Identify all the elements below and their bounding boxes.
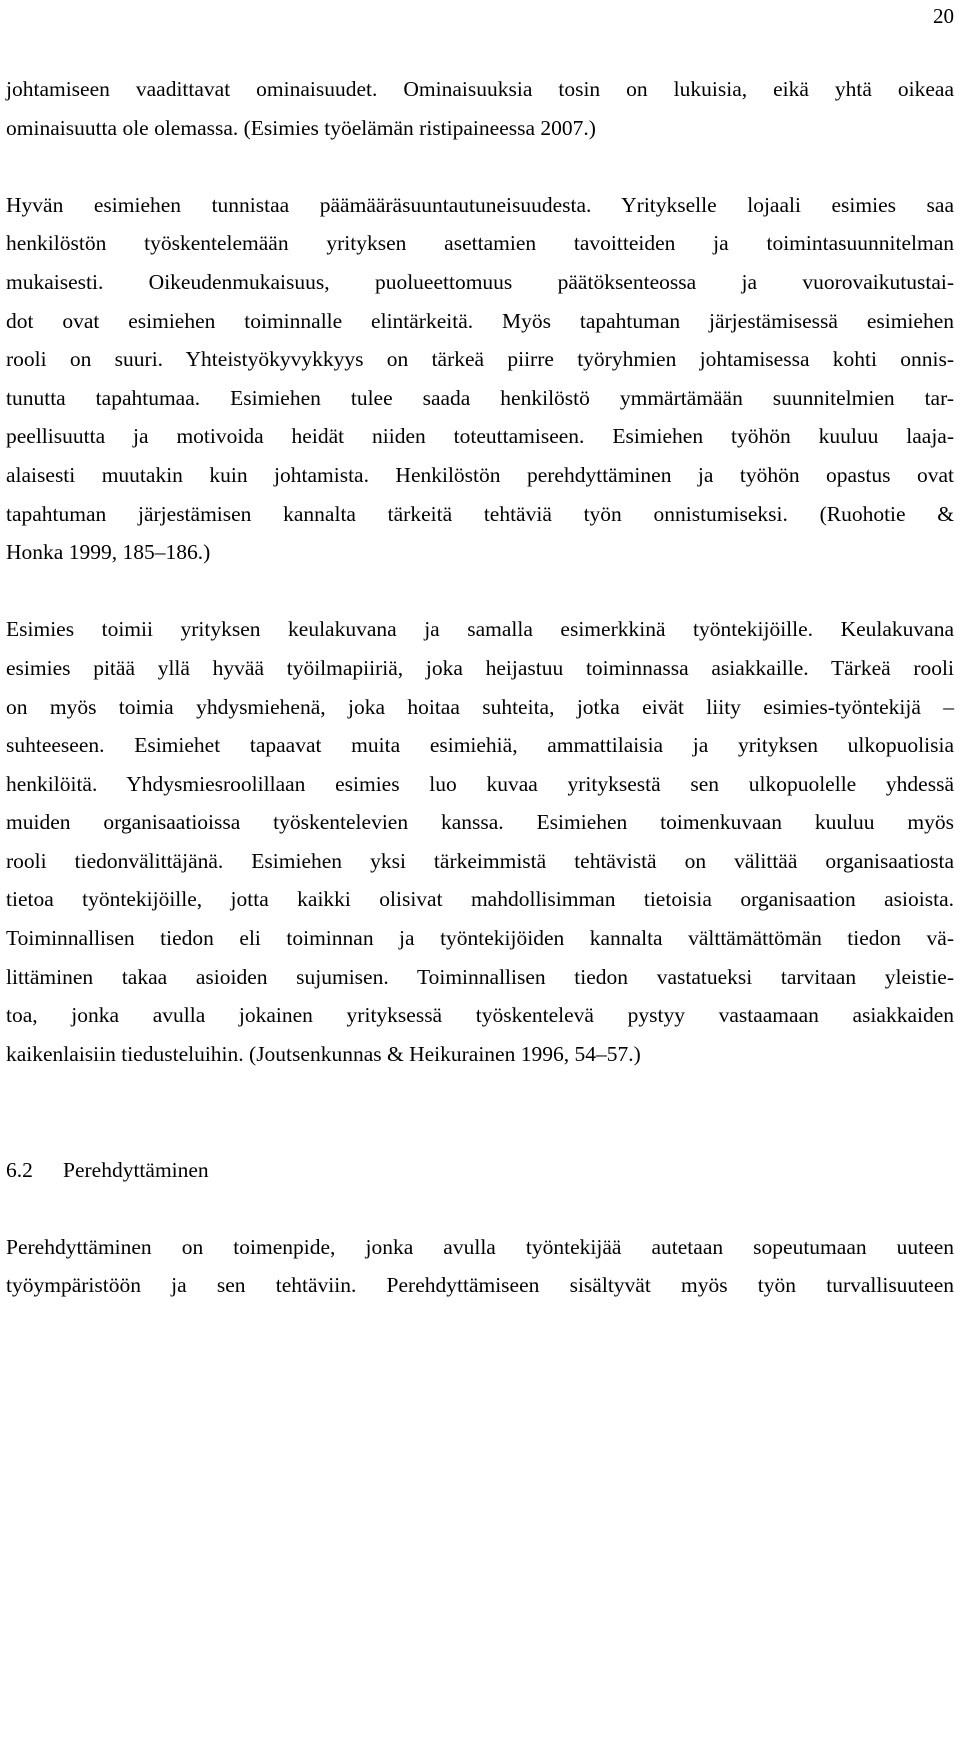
text-line: peellisuutta ja motivoida heidät niiden toteuttamiseen. Esimiehen työhön kuuluu laaja- bbox=[6, 424, 954, 449]
section-gap bbox=[6, 1073, 954, 1150]
text-line: toa, jonka avulla jokainen yrityksessä työskentelevä pystyy vastaamaan asiakkaiden bbox=[6, 1003, 954, 1028]
paragraph-2 bbox=[6, 186, 954, 572]
text-line: Esimies toimii yrityksen keulakuvana ja samalla esimerkkinä työntekijöille. Keulakuvana bbox=[6, 617, 954, 642]
text-line: dot ovat esimiehen toiminnalle elintärkeitä. Myös tapahtuman järjestämisessä esimiehen bbox=[6, 308, 954, 333]
text-line: esimies pitää yllä hyvää työilmapiiriä, joka heijastuu toiminnassa asiakkaille. Tärkeä rooli bbox=[6, 655, 954, 680]
text-line: on myös toimia yhdysmiehenä, joka hoitaa suhteita, jotka eivät liity esimies-työntekijä – bbox=[6, 694, 954, 719]
text-line: tietoa työntekijöille, jotta kaikki olisivat mahdollisimman tietoisia organisaation asioista. bbox=[6, 887, 954, 912]
text-line: tapahtuman järjestämisen kannalta tärkeitä tehtäviä työn onnistumiseksi. (Ruohotie & bbox=[6, 501, 954, 526]
text-line: mukaisesti. Oikeudenmukaisuus, puolueettomuus päätöksenteossa ja vuorovaikutustai- bbox=[6, 269, 954, 294]
text-line: Honka 1999, 185–186.) bbox=[6, 540, 211, 565]
paragraph-1 bbox=[6, 70, 954, 147]
document-body bbox=[6, 70, 954, 1305]
text-line: Hyvän esimiehen tunnistaa päämääräsuuntautuneisuudesta. Yritykselle lojaali esimies saa bbox=[6, 192, 954, 217]
text-line: Toiminnallisen tiedon eli toiminnan ja työntekijöiden kannalta välttämättömän tiedon vä- bbox=[6, 926, 954, 951]
text-line: littäminen takaa asioiden sujumisen. Toiminnallisen tiedon vastatueksi tarvitaan yleistie- bbox=[6, 964, 954, 989]
paragraph-gap bbox=[6, 572, 954, 611]
text-line: Perehdyttäminen on toimenpide, jonka avulla työntekijää autetaan sopeutumaan uuteen bbox=[6, 1234, 954, 1259]
text-line: muiden organisaatioissa työskentelevien kanssa. Esimiehen toimenkuvaan kuuluu myös bbox=[6, 810, 954, 835]
section-heading bbox=[6, 1151, 954, 1190]
text-line: henkilöitä. Yhdysmiesroolillaan esimies luo kuvaa yrityksestä sen ulkopuolelle yhdessä bbox=[6, 771, 954, 796]
section-number: 6.2 bbox=[6, 1157, 33, 1182]
text-line: alaisesti muutakin kuin johtamista. Henkilöstön perehdyttäminen ja työhön opastus ovat bbox=[6, 462, 954, 487]
paragraph-4 bbox=[6, 1228, 954, 1305]
text-line: suhteeseen. Esimiehet tapaavat muita esimiehiä, ammattilaisia ja yrityksen ulkopuolisia bbox=[6, 733, 954, 758]
page-number: 20 bbox=[933, 4, 954, 28]
paragraph-gap bbox=[6, 147, 954, 186]
text-line: kaikenlaisiin tiedusteluihin. (Joutsenkunnas & Heikurainen 1996, 54–57.) bbox=[6, 1041, 641, 1066]
text-line: johtamiseen vaadittavat ominaisuudet. Ominaisuuksia tosin on lukuisia, eikä yhtä oikeaa bbox=[6, 77, 954, 101]
text-line: työympäristöön ja sen tehtäviin. Perehdyttämiseen sisältyvät myös työn turvallisuuteen bbox=[6, 1273, 954, 1298]
paragraph-gap bbox=[6, 1189, 954, 1228]
text-line: tunutta tapahtumaa. Esimiehen tulee saada henkilöstö ymmärtämään suunnitelmien tar- bbox=[6, 385, 954, 410]
text-line: rooli tiedonvälittäjänä. Esimiehen yksi tärkeimmistä tehtävistä on välittää organisaatiosta bbox=[6, 848, 954, 873]
text-line: rooli on suuri. Yhteistyökyvykkyys on tärkeä piirre työryhmien johtamisessa kohti onnis- bbox=[6, 347, 954, 372]
section-title: Perehdyttäminen bbox=[63, 1157, 209, 1182]
text-line: henkilöstön työskentelemään yrityksen asettamien tavoitteiden ja toimintasuunnitelman bbox=[6, 231, 954, 256]
paragraph-3 bbox=[6, 610, 954, 1073]
text-line: ominaisuutta ole olemassa. (Esimies työelämän ristipaineessa 2007.) bbox=[6, 115, 596, 140]
